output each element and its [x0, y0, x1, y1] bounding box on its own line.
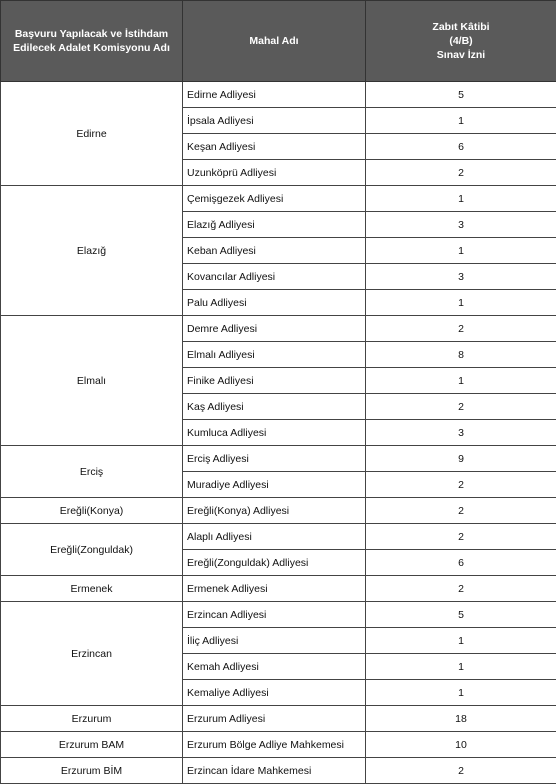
place-name: Ereğli(Zonguldak) Adliyesi	[183, 550, 366, 576]
place-name: Elmalı Adliyesi	[183, 342, 366, 368]
table-header	[1, 1, 556, 82]
quota-count: 3	[366, 212, 556, 238]
table-row	[1, 82, 556, 108]
quota-count: 2	[366, 576, 556, 602]
quota-count: 2	[366, 472, 556, 498]
header-row	[1, 1, 556, 82]
place-name: Kumluca Adliyesi	[183, 420, 366, 446]
table-row	[1, 732, 556, 758]
table-body	[1, 82, 556, 784]
commission-name: Elmalı	[1, 316, 183, 446]
table-row	[1, 498, 556, 524]
commission-name: Ereğli(Konya)	[1, 498, 183, 524]
table-row	[1, 446, 556, 472]
place-name: Keşan Adliyesi	[183, 134, 366, 160]
table-row	[1, 602, 556, 628]
quota-count: 3	[366, 264, 556, 290]
quota-count: 1	[366, 628, 556, 654]
header-count-line1: Zabıt Kâtibi	[372, 20, 550, 34]
commission-name: Erzurum	[1, 706, 183, 732]
place-name: Kemah Adliyesi	[183, 654, 366, 680]
quota-count: 1	[366, 680, 556, 706]
quota-count: 2	[366, 316, 556, 342]
quota-count: 9	[366, 446, 556, 472]
header-place: Mahal Adı	[183, 1, 366, 82]
commission-name: Erzincan	[1, 602, 183, 706]
quota-count: 1	[366, 654, 556, 680]
quota-count: 5	[366, 602, 556, 628]
quota-count: 2	[366, 524, 556, 550]
place-name: Edirne Adliyesi	[183, 82, 366, 108]
header-commission-line1: Başvuru Yapılacak ve İstihdam	[7, 27, 176, 41]
commission-name: Erzurum BİM	[1, 758, 183, 784]
place-name: Çemişgezek Adliyesi	[183, 186, 366, 212]
header-count	[366, 1, 556, 82]
place-name: Elazığ Adliyesi	[183, 212, 366, 238]
quota-count: 1	[366, 368, 556, 394]
quota-count: 18	[366, 706, 556, 732]
commission-name: Erciş	[1, 446, 183, 498]
quota-count: 2	[366, 394, 556, 420]
place-name: Erzurum Bölge Adliye Mahkemesi	[183, 732, 366, 758]
table-row	[1, 524, 556, 550]
place-name: Palu Adliyesi	[183, 290, 366, 316]
place-name: Muradiye Adliyesi	[183, 472, 366, 498]
quota-count: 3	[366, 420, 556, 446]
place-name: İliç Adliyesi	[183, 628, 366, 654]
table-row	[1, 316, 556, 342]
place-name: Erzincan Adliyesi	[183, 602, 366, 628]
place-name: İpsala Adliyesi	[183, 108, 366, 134]
header-count-line2: (4/B)	[372, 34, 550, 48]
quota-count: 2	[366, 758, 556, 784]
place-name: Erciş Adliyesi	[183, 446, 366, 472]
place-name: Ereğli(Konya) Adliyesi	[183, 498, 366, 524]
table-row	[1, 758, 556, 784]
quota-count: 1	[366, 290, 556, 316]
commission-name: Erzurum BAM	[1, 732, 183, 758]
header-count-line3: Sınav İzni	[372, 48, 550, 62]
place-name: Alaplı Adliyesi	[183, 524, 366, 550]
quota-count: 2	[366, 498, 556, 524]
table-row	[1, 186, 556, 212]
place-name: Finike Adliyesi	[183, 368, 366, 394]
quota-count: 6	[366, 550, 556, 576]
quota-count: 1	[366, 238, 556, 264]
quota-count: 8	[366, 342, 556, 368]
quota-count: 2	[366, 160, 556, 186]
commission-name: Elazığ	[1, 186, 183, 316]
table-row	[1, 576, 556, 602]
quota-count: 1	[366, 186, 556, 212]
place-name: Ermenek Adliyesi	[183, 576, 366, 602]
place-name: Kemaliye Adliyesi	[183, 680, 366, 706]
commission-name: Ermenek	[1, 576, 183, 602]
quota-count: 10	[366, 732, 556, 758]
quota-count: 5	[366, 82, 556, 108]
place-name: Uzunköprü Adliyesi	[183, 160, 366, 186]
header-commission	[1, 1, 183, 82]
quota-count: 1	[366, 108, 556, 134]
quota-count: 6	[366, 134, 556, 160]
place-name: Erzincan İdare Mahkemesi	[183, 758, 366, 784]
commission-name: Ereğli(Zonguldak)	[1, 524, 183, 576]
table-row	[1, 706, 556, 732]
place-name: Keban Adliyesi	[183, 238, 366, 264]
place-name: Demre Adliyesi	[183, 316, 366, 342]
place-name: Kaş Adliyesi	[183, 394, 366, 420]
header-commission-line2: Edilecek Adalet Komisyonu Adı	[7, 41, 176, 55]
place-name: Erzurum Adliyesi	[183, 706, 366, 732]
place-name: Kovancılar Adliyesi	[183, 264, 366, 290]
commission-name: Edirne	[1, 82, 183, 186]
